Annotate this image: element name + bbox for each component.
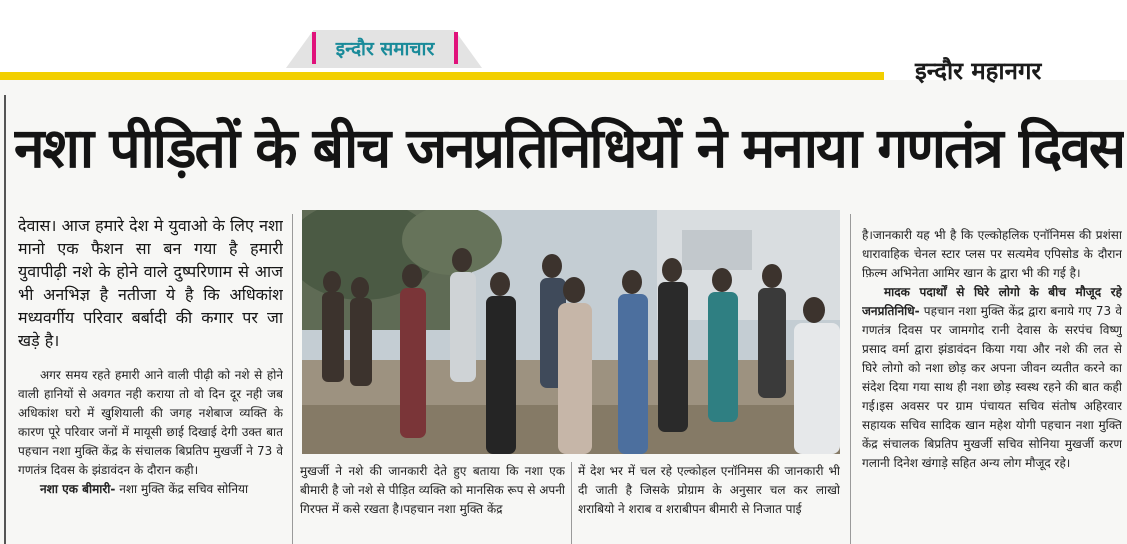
- middle-column-1: मुखर्जी ने नशे की जानकारी देते हुए बताया कि नशा एक बीमारी है जो नशे से पीड़ित व्यक्ति को मानसिक रूप से अपनी गिरफ्त में कसे रखता है।पहचान नशा मुक्ति केंद्र: [300, 464, 565, 516]
- column-divider: [292, 214, 293, 544]
- subhead: मादक पदार्थों से घिरे लोगो के बीच मौजूद रहे जनप्रतिनिधि-: [862, 285, 1122, 318]
- right-column: [862, 226, 1122, 544]
- intro-paragraph: देवास। आज हमारे देश मे युवाओ के लिए नशा मानो एक फैशन सा बन गया है हमारी युवापीढ़ी नशे के होने वाले दुष्परिणाम से आज भी अनभिज्ञ है नतीजा ये है कि अधिकांश मध्यवर्गीय परिवार बर्बादी की कगार पर जा खड़े है।: [18, 216, 283, 350]
- column-divider: [571, 462, 572, 544]
- middle-column-2: में देश भर में चल रहे एल्कोहल एनॉनिमस की जानकारी भी दी जाती है जिसके प्रोग्राम के अनुसार चल कर लाखो शराबियो ने शराब व शराबीपन बीमारी से निजात पाई: [578, 464, 840, 516]
- body-paragraph: अगर समय रहते हमारी आने वाली पीढ़ी को नशे से होने वाली हानियों से अवगत नही कराया तो वो दिन दूर नही जब अधिकांश घरो में खुशियाली की जगह नशेबाज व्यक्ति के कारण पूरे परिवार जनों में मायूसी छाई दिखाई देगी उक्त बात पहचान नशा मुक्ति केंद्र के संचालक बिप्रतिप मुखर्जी ने 73 वे गणतंत्र दिवस के झंडावंदन के दौरान कही।: [18, 368, 283, 477]
- page-edge-rule: [4, 95, 6, 544]
- column-divider: [850, 214, 851, 544]
- body-text: नशा मुक्ति केंद्र सचिव सोनिया: [115, 482, 249, 496]
- body-paragraph: [862, 283, 1122, 473]
- page-label: इन्दौर महानगर: [915, 57, 1042, 85]
- subhead: नशा एक बीमारी-: [40, 482, 116, 496]
- left-column: [18, 214, 283, 544]
- news-photo: [302, 210, 840, 454]
- photo-illustration: [302, 210, 840, 454]
- section-tag: इन्दौर समाचार: [312, 32, 458, 64]
- yellow-rule: [0, 72, 884, 80]
- body-text: पहचान नशा मुक्ति केंद्र द्वारा बनाये गए 73 वे गणतंत्र दिवस पर जामगोद रानी देवास के सरपंच विष्णु प्रसाद वर्मा द्वारा झंडावंदन किया गया और नशे की लत से घिरे लोगो को नशा छोड़ कर अपना जीवन व्यतीत करने का संदेश दिया गया साथ ही नशा छोड़ स्वस्थ रहने की बात कही गई।इस अवसर पर ग्राम पंचायत सचिव संतोष अहिरवार सहायक सचिव सादिक खान महेश योगी पहचान नशा मुक्ति केंद्र संचालक बिप्रतिप मुखर्जी सचिव सोनिया मुखर्जी करण गलानी दिनेश खंगाड़े सहित अन्य लोग मौजूद रहे।: [862, 304, 1122, 470]
- body-paragraph: [18, 480, 283, 499]
- body-paragraph: है।जानकारी यह भी है कि एल्कोहलिक एनॉनिमस की प्रशंसा धारावाहिक चेनल स्टार प्लस पर सत्यमेव एपिसोड के दौरान फ़िल्म अभिनेता आमिर खान के द्वारा भी की गई है।: [862, 228, 1122, 280]
- headline: नशा पीड़ितों के बीच जनप्रतिनिधियों ने मनाया गणतंत्र दिवस: [14, 116, 1124, 180]
